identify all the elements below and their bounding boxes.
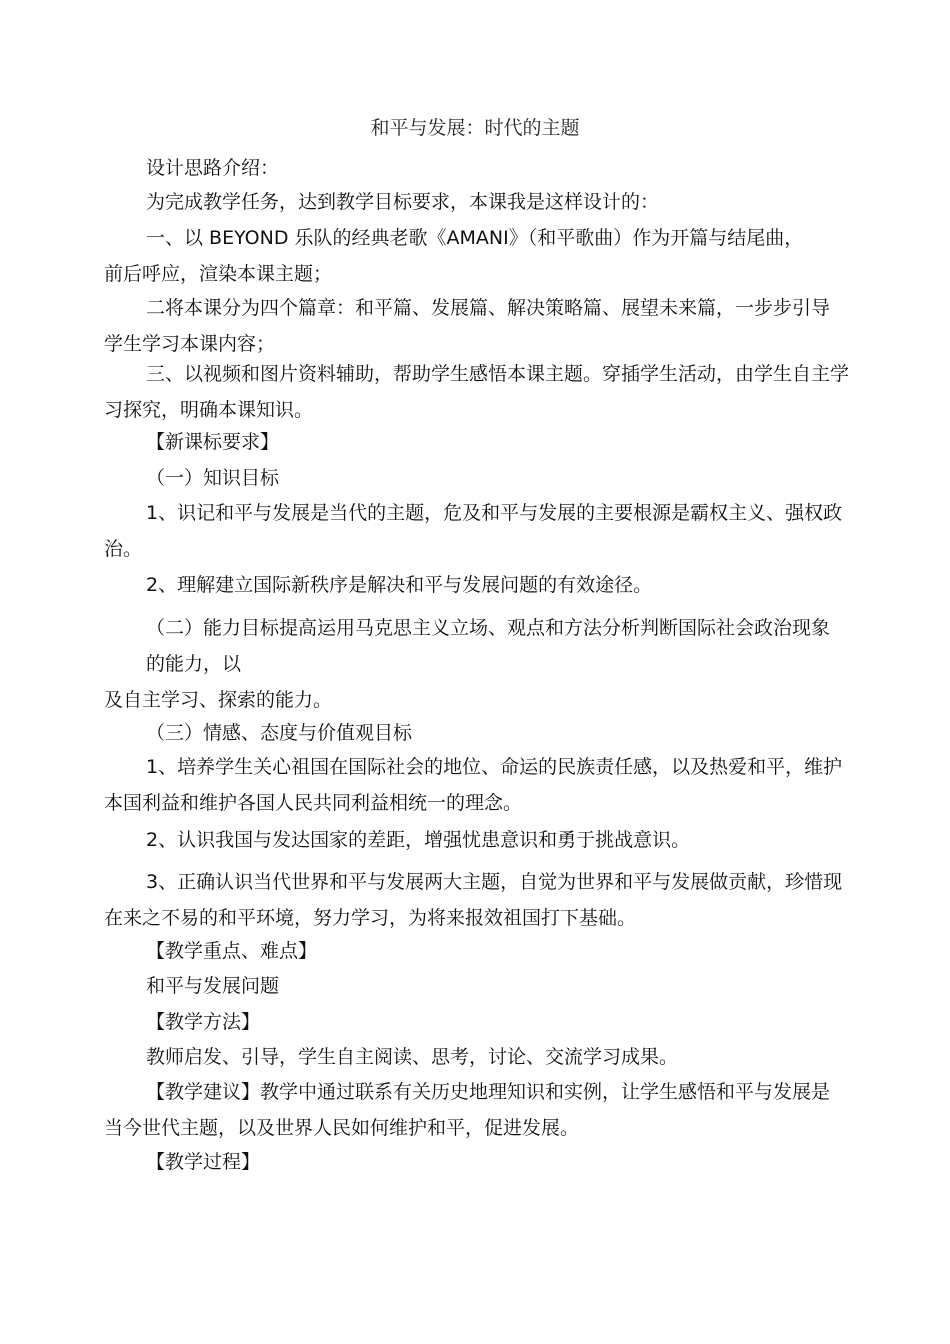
design-point-1: 一、以 BEYOND 乐队的经典老歌《AMANI》（和平歌曲）作为开篇与结尾曲， 前后呼应，渲染本课主题； bbox=[104, 227, 804, 285]
knowledge-goal-heading: （一）知识目标 bbox=[146, 467, 280, 489]
document-title: 和平与发展：时代的主题 bbox=[370, 117, 580, 139]
emotion-goal-heading: （三）情感、态度与价值观目标 bbox=[146, 722, 413, 744]
emotion-item-1: 1、培养学生关心祖国在国际社会的地位、命运的民族责任感，以及热爱和平，维护 本国利益和维护各国人民共同利益相统一的理念。 bbox=[104, 756, 843, 814]
heading-process: 【教学过程】 bbox=[146, 1151, 261, 1173]
method-text: 教师启发、引导，学生自主阅读、思考，讨论、交流学习成果。 bbox=[146, 1046, 679, 1068]
key-points-text: 和平与发展问题 bbox=[146, 975, 280, 997]
intro-paragraph: 为完成教学任务，达到教学目标要求，本课我是这样设计的： bbox=[146, 191, 660, 213]
teaching-suggestion: 【教学建议】教学中通过联系有关历史地理知识和实例，让学生感悟和平与发展是 当今世代主题，以及世界人民如何维护和平，促进发展。 bbox=[104, 1081, 831, 1139]
design-label: 设计思路介绍： bbox=[146, 157, 280, 179]
design-point-3: 三、以视频和图片资料辅助，帮助学生感悟本课主题。穿插学生活动，由学生自主学 习探究，明确本课知识。 bbox=[104, 363, 850, 421]
heading-method: 【教学方法】 bbox=[146, 1011, 261, 1033]
emotion-item-3: 3、正确认识当代世界和平与发展两大主题，自觉为世界和平与发展做贡献，珍惜现 在来之不易的和平环境，努力学习，为将来报效祖国打下基础。 bbox=[104, 871, 843, 929]
knowledge-item-1: 1、识记和平与发展是当代的主题，危及和平与发展的主要根源是霸权主义、强权政 治。 bbox=[104, 502, 843, 560]
heading-curriculum: 【新课标要求】 bbox=[146, 431, 280, 453]
design-point-2: 二将本课分为四个篇章：和平篇、发展篇、解决策略篇、展望未来篇，一步步引导 学生学习本课内容； bbox=[104, 297, 831, 355]
ability-goal: （二）能力目标提高运用马克思主义立场、观点和方法分析判断国际社会政治现象 的能力，以 及自主学习、探索的能力。 bbox=[104, 617, 831, 711]
knowledge-item-2: 2、理解建立国际新秩序是解决和平与发展问题的有效途径。 bbox=[146, 574, 653, 596]
emotion-item-2: 2、认识我国与发达国家的差距，增强忧患意识和勇于挑战意识。 bbox=[146, 829, 691, 851]
heading-key-points: 【教学重点、难点】 bbox=[146, 940, 318, 962]
